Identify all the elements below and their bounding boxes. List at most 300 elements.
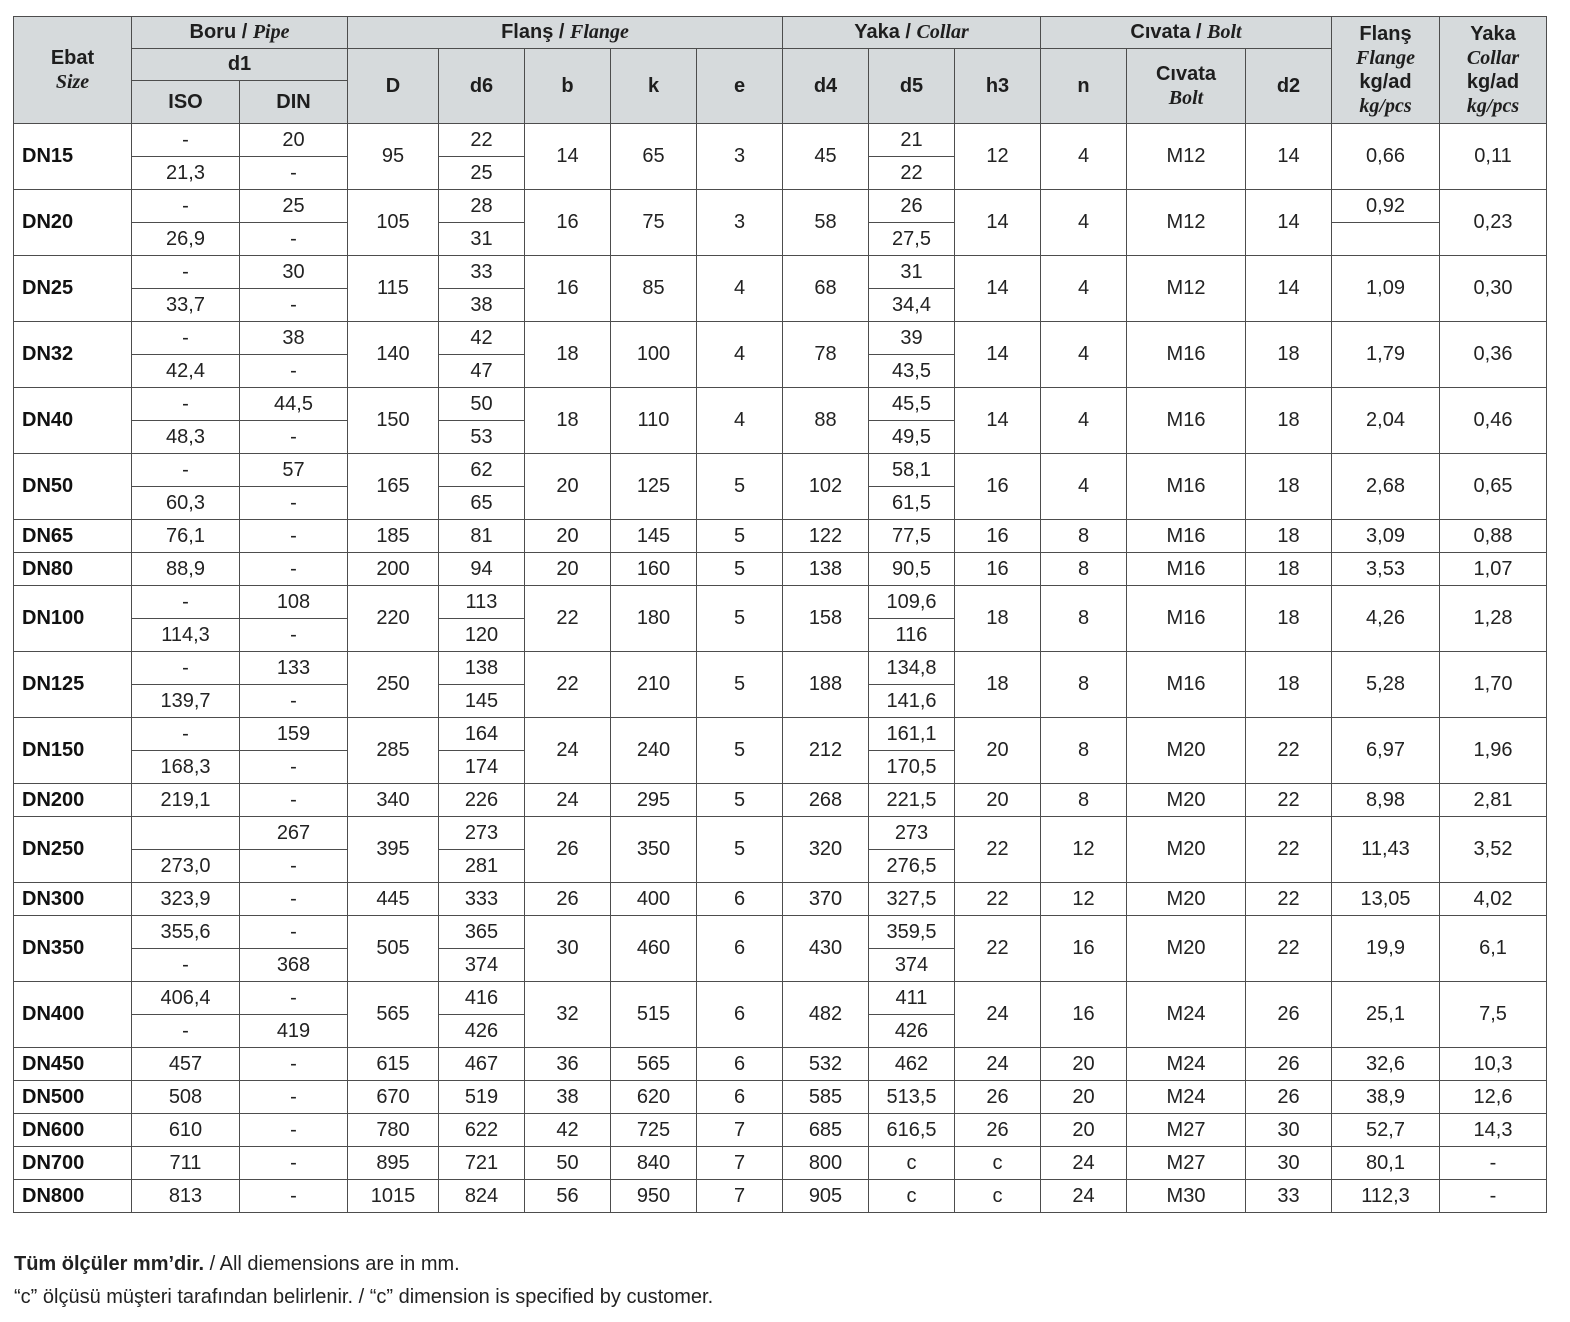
footnote-units-bold: Tüm ölçüler mm’dir.: [14, 1253, 205, 1275]
table-row: [14, 322, 1547, 355]
cell-d6: 519: [439, 1081, 525, 1114]
cell-k: 950: [611, 1180, 697, 1213]
cell-d5: 616,5: [869, 1114, 955, 1147]
cell-d5: 170,5: [869, 751, 955, 784]
cell-h3: 24: [955, 982, 1041, 1048]
cell-D: 670: [348, 1081, 439, 1114]
cell-d2: 30: [1246, 1147, 1332, 1180]
cell-d2: 30: [1246, 1114, 1332, 1147]
cell-d4: 122: [783, 520, 869, 553]
cell-d5: 49,5: [869, 421, 955, 454]
cell-collar-weight: 0,30: [1440, 256, 1547, 322]
cell-collar-weight: 4,02: [1440, 883, 1547, 916]
cell-d4: 482: [783, 982, 869, 1048]
cell-d1-din: -: [240, 1147, 348, 1180]
cell-d5: 31: [869, 256, 955, 289]
cell-n: 20: [1041, 1081, 1127, 1114]
header-pipe-tr: Boru /: [189, 21, 248, 43]
table-row: [14, 190, 1547, 223]
cell-b: 30: [525, 916, 611, 982]
cell-flange-weight: 2,04: [1332, 388, 1440, 454]
cell-n: 16: [1041, 982, 1127, 1048]
cell-d6: 622: [439, 1114, 525, 1147]
cell-d1-iso: -: [132, 256, 240, 289]
cell-bolt: M20: [1127, 916, 1246, 982]
cell-d6: 81: [439, 520, 525, 553]
cell-flange-weight: 6,97: [1332, 718, 1440, 784]
cell-b: 38: [525, 1081, 611, 1114]
cell-d1-iso: 114,3: [132, 619, 240, 652]
cell-d5: 273: [869, 817, 955, 850]
cell-collar-weight: 1,70: [1440, 652, 1547, 718]
cell-D: 140: [348, 322, 439, 388]
cell-d2: 26: [1246, 1081, 1332, 1114]
cell-d6: 824: [439, 1180, 525, 1213]
cell-size: DN65: [14, 520, 132, 553]
cell-d2: 26: [1246, 982, 1332, 1048]
cell-d6: 273: [439, 817, 525, 850]
header-flange-tr: Flanş /: [501, 21, 565, 43]
cell-b: 18: [525, 322, 611, 388]
cell-d5: 276,5: [869, 850, 955, 883]
cell-k: 515: [611, 982, 697, 1048]
header-collar-en: Collar: [916, 21, 969, 43]
cell-d1-iso: 457: [132, 1048, 240, 1081]
cell-d4: 532: [783, 1048, 869, 1081]
header-size-tr: Ebat: [50, 47, 95, 69]
cell-d1-iso: 76,1: [132, 520, 240, 553]
header-D: D: [348, 49, 439, 124]
cell-d1-din: 133: [240, 652, 348, 685]
table-row: [14, 784, 1547, 817]
cell-e: 5: [697, 520, 783, 553]
cell-k: 460: [611, 916, 697, 982]
cell-d5: 90,5: [869, 553, 955, 586]
table-row: [14, 454, 1547, 487]
cell-h3: 20: [955, 784, 1041, 817]
cell-D: 445: [348, 883, 439, 916]
cell-b: 24: [525, 784, 611, 817]
cell-k: 840: [611, 1147, 697, 1180]
cell-d5: 374: [869, 949, 955, 982]
header-bolt: [1041, 17, 1332, 49]
cell-h3: 16: [955, 520, 1041, 553]
header-pipe: [132, 17, 348, 49]
cell-d1-din: 30: [240, 256, 348, 289]
cell-d1-din: 159: [240, 718, 348, 751]
cell-size: DN350: [14, 916, 132, 982]
footnotes: [14, 1248, 713, 1314]
cell-flange-weight: 25,1: [1332, 982, 1440, 1048]
cell-d1-din: -: [240, 883, 348, 916]
cell-d4: 78: [783, 322, 869, 388]
table-row: [14, 520, 1547, 553]
table-row: [14, 1180, 1547, 1213]
cell-n: 24: [1041, 1147, 1127, 1180]
cell-d6: 31: [439, 223, 525, 256]
cell-bolt: M27: [1127, 1114, 1246, 1147]
header-bolt-tr: Cıvata /: [1130, 21, 1202, 43]
cell-d4: 188: [783, 652, 869, 718]
cell-d4: 268: [783, 784, 869, 817]
cell-b: 26: [525, 883, 611, 916]
cell-collar-weight: 0,46: [1440, 388, 1547, 454]
cell-bolt: M12: [1127, 256, 1246, 322]
header-b: b: [525, 49, 611, 124]
cell-h3: 14: [955, 388, 1041, 454]
cell-b: 16: [525, 256, 611, 322]
header-d4: d4: [783, 49, 869, 124]
cell-size: DN600: [14, 1114, 132, 1147]
cell-d2: 14: [1246, 190, 1332, 256]
cell-n: 4: [1041, 256, 1127, 322]
spec-table-container: [13, 16, 1547, 1213]
cell-k: 100: [611, 322, 697, 388]
cell-e: 6: [697, 1081, 783, 1114]
header-collar-weight-en: Collar: [1466, 47, 1520, 69]
cell-d1-iso: 88,9: [132, 553, 240, 586]
cell-D: 340: [348, 784, 439, 817]
header-collar-weight-unit: kg/ad: [1466, 71, 1520, 93]
cell-size: DN800: [14, 1180, 132, 1213]
cell-d6: 50: [439, 388, 525, 421]
cell-d1-din: 25: [240, 190, 348, 223]
cell-d6: 47: [439, 355, 525, 388]
cell-d6: 62: [439, 454, 525, 487]
cell-d1-din: -: [240, 982, 348, 1015]
cell-D: 615: [348, 1048, 439, 1081]
cell-d1-din: -: [240, 685, 348, 718]
cell-D: 220: [348, 586, 439, 652]
cell-size: DN80: [14, 553, 132, 586]
cell-bolt: M16: [1127, 388, 1246, 454]
cell-flange-weight: 52,7: [1332, 1114, 1440, 1147]
cell-h3: 16: [955, 454, 1041, 520]
cell-n: 4: [1041, 388, 1127, 454]
cell-n: 4: [1041, 454, 1127, 520]
cell-d1-iso: 610: [132, 1114, 240, 1147]
cell-size: DN150: [14, 718, 132, 784]
cell-bolt: M30: [1127, 1180, 1246, 1213]
cell-collar-weight: 10,3: [1440, 1048, 1547, 1081]
cell-d1-din: -: [240, 1114, 348, 1147]
cell-k: 210: [611, 652, 697, 718]
cell-d1-din: -: [240, 520, 348, 553]
header-flange-en: Flange: [570, 21, 629, 43]
cell-d2: 18: [1246, 322, 1332, 388]
cell-d4: 138: [783, 553, 869, 586]
cell-D: 395: [348, 817, 439, 883]
cell-b: 18: [525, 388, 611, 454]
cell-flange-weight: 80,1: [1332, 1147, 1440, 1180]
cell-d5: 43,5: [869, 355, 955, 388]
cell-n: 8: [1041, 520, 1127, 553]
cell-d1-iso: 139,7: [132, 685, 240, 718]
cell-flange-weight: 1,79: [1332, 322, 1440, 388]
table-row: [14, 1114, 1547, 1147]
cell-n: 20: [1041, 1114, 1127, 1147]
cell-d6: 145: [439, 685, 525, 718]
cell-bolt: M20: [1127, 718, 1246, 784]
cell-h3: 14: [955, 256, 1041, 322]
cell-d1-iso: -: [132, 949, 240, 982]
cell-collar-weight: 12,6: [1440, 1081, 1547, 1114]
cell-d4: 45: [783, 124, 869, 190]
table-body: [14, 124, 1547, 1213]
cell-d5: 39: [869, 322, 955, 355]
cell-D: 185: [348, 520, 439, 553]
table-row: [14, 124, 1547, 157]
cell-d6: 53: [439, 421, 525, 454]
cell-collar-weight: 1,07: [1440, 553, 1547, 586]
cell-d1-din: -: [240, 487, 348, 520]
cell-d5: 26: [869, 190, 955, 223]
header-e: e: [697, 49, 783, 124]
cell-e: 3: [697, 190, 783, 256]
cell-h3: 26: [955, 1114, 1041, 1147]
table-row: [14, 553, 1547, 586]
cell-k: 160: [611, 553, 697, 586]
cell-d1-iso: 406,4: [132, 982, 240, 1015]
header-d5: d5: [869, 49, 955, 124]
cell-d6: 374: [439, 949, 525, 982]
cell-d4: 800: [783, 1147, 869, 1180]
cell-bolt: M20: [1127, 883, 1246, 916]
cell-d1-iso: 273,0: [132, 850, 240, 883]
header-flange-weight-tr: Flanş: [1359, 23, 1412, 45]
cell-flange-weight: 3,53: [1332, 553, 1440, 586]
header-flange-weight: [1332, 17, 1440, 124]
cell-d6: 42: [439, 322, 525, 355]
cell-d1-iso: -: [132, 454, 240, 487]
header-d6: d6: [439, 49, 525, 124]
header-collar-weight-unit-en: kg/pcs: [1466, 95, 1520, 117]
cell-d5: 22: [869, 157, 955, 190]
cell-D: 165: [348, 454, 439, 520]
cell-e: 6: [697, 1048, 783, 1081]
cell-e: 7: [697, 1114, 783, 1147]
cell-d1-iso: -: [132, 718, 240, 751]
cell-e: 5: [697, 586, 783, 652]
cell-d1-din: -: [240, 421, 348, 454]
cell-d6: 22: [439, 124, 525, 157]
cell-flange-weight: 4,26: [1332, 586, 1440, 652]
cell-e: 6: [697, 982, 783, 1048]
cell-flange-weight: 13,05: [1332, 883, 1440, 916]
cell-size: DN20: [14, 190, 132, 256]
cell-k: 110: [611, 388, 697, 454]
table-header: [14, 17, 1547, 124]
cell-k: 75: [611, 190, 697, 256]
cell-n: 8: [1041, 553, 1127, 586]
table-row: [14, 817, 1547, 850]
header-bolt-col-tr: Cıvata: [1155, 63, 1217, 85]
header-iso: ISO: [132, 81, 240, 124]
cell-bolt: M16: [1127, 553, 1246, 586]
cell-D: 565: [348, 982, 439, 1048]
cell-bolt: M27: [1127, 1147, 1246, 1180]
cell-flange-weight: 8,98: [1332, 784, 1440, 817]
cell-flange-weight: 2,68: [1332, 454, 1440, 520]
cell-D: 1015: [348, 1180, 439, 1213]
cell-n: 12: [1041, 817, 1127, 883]
cell-n: 16: [1041, 916, 1127, 982]
cell-h3: 18: [955, 586, 1041, 652]
cell-d5: 109,6: [869, 586, 955, 619]
cell-d6: 28: [439, 190, 525, 223]
cell-d4: 905: [783, 1180, 869, 1213]
cell-collar-weight: 2,81: [1440, 784, 1547, 817]
cell-n: 4: [1041, 124, 1127, 190]
cell-d4: 68: [783, 256, 869, 322]
header-din: DIN: [240, 81, 348, 124]
cell-n: 8: [1041, 586, 1127, 652]
cell-b: 22: [525, 586, 611, 652]
cell-d2: 22: [1246, 784, 1332, 817]
cell-d1-iso: 508: [132, 1081, 240, 1114]
cell-e: 3: [697, 124, 783, 190]
cell-n: 24: [1041, 1180, 1127, 1213]
cell-b: 16: [525, 190, 611, 256]
cell-k: 125: [611, 454, 697, 520]
cell-D: 95: [348, 124, 439, 190]
cell-D: 505: [348, 916, 439, 982]
cell-d2: 22: [1246, 817, 1332, 883]
cell-h3: 16: [955, 553, 1041, 586]
cell-d1-iso: 323,9: [132, 883, 240, 916]
cell-d2: 22: [1246, 883, 1332, 916]
cell-d5: 27,5: [869, 223, 955, 256]
cell-n: 8: [1041, 652, 1127, 718]
cell-d1-din: 419: [240, 1015, 348, 1048]
cell-d1-iso: 711: [132, 1147, 240, 1180]
cell-d2: 18: [1246, 454, 1332, 520]
cell-d1-iso: 21,3: [132, 157, 240, 190]
header-flange-weight-unit-en: kg/pcs: [1359, 95, 1412, 117]
cell-flange-weight: 11,43: [1332, 817, 1440, 883]
cell-b: 20: [525, 553, 611, 586]
cell-d5: 77,5: [869, 520, 955, 553]
cell-bolt: M16: [1127, 520, 1246, 553]
table-row: [14, 1048, 1547, 1081]
cell-k: 400: [611, 883, 697, 916]
cell-d1-iso: -: [132, 124, 240, 157]
cell-d5: 327,5: [869, 883, 955, 916]
cell-bolt: M16: [1127, 586, 1246, 652]
cell-e: 5: [697, 718, 783, 784]
cell-d1-iso: -: [132, 1015, 240, 1048]
cell-d2: 18: [1246, 388, 1332, 454]
cell-e: 7: [697, 1180, 783, 1213]
cell-d5: 462: [869, 1048, 955, 1081]
cell-d6: 138: [439, 652, 525, 685]
cell-bolt: M24: [1127, 1048, 1246, 1081]
cell-d5: 134,8: [869, 652, 955, 685]
header-k: k: [611, 49, 697, 124]
cell-d1-iso: -: [132, 322, 240, 355]
cell-d5: 34,4: [869, 289, 955, 322]
table-row: [14, 1081, 1547, 1114]
cell-k: 295: [611, 784, 697, 817]
cell-collar-weight: 14,3: [1440, 1114, 1547, 1147]
cell-d5: 45,5: [869, 388, 955, 421]
cell-d6: 281: [439, 850, 525, 883]
cell-d6: 416: [439, 982, 525, 1015]
cell-d1-iso: -: [132, 586, 240, 619]
cell-collar-weight: 0,88: [1440, 520, 1547, 553]
header-h3: h3: [955, 49, 1041, 124]
cell-d5: 513,5: [869, 1081, 955, 1114]
cell-k: 725: [611, 1114, 697, 1147]
cell-d4: 88: [783, 388, 869, 454]
cell-d6: 467: [439, 1048, 525, 1081]
header-n: n: [1041, 49, 1127, 124]
cell-D: 895: [348, 1147, 439, 1180]
cell-d1-din: 20: [240, 124, 348, 157]
footnote-units: [14, 1248, 713, 1281]
cell-d6: 94: [439, 553, 525, 586]
cell-b: 22: [525, 652, 611, 718]
cell-d5: 58,1: [869, 454, 955, 487]
cell-bolt: M12: [1127, 190, 1246, 256]
header-pipe-en: Pipe: [252, 21, 290, 43]
cell-d1-din: -: [240, 1048, 348, 1081]
cell-flange-weight: 32,6: [1332, 1048, 1440, 1081]
cell-d1-iso: -: [132, 652, 240, 685]
cell-d2: 14: [1246, 256, 1332, 322]
cell-collar-weight: 0,23: [1440, 190, 1547, 256]
cell-h3: 26: [955, 1081, 1041, 1114]
footnote-c-dimension: “c” ölçüsü müşteri tarafından belirlenir. / “c” dimension is specified by customer.: [14, 1286, 714, 1308]
header-collar: [783, 17, 1041, 49]
cell-b: 20: [525, 454, 611, 520]
cell-flange-weight: 0,66: [1332, 124, 1440, 190]
cell-d2: 22: [1246, 916, 1332, 982]
cell-d1-din: -: [240, 850, 348, 883]
cell-d6: 25: [439, 157, 525, 190]
cell-d5: c: [869, 1147, 955, 1180]
cell-d1-iso: 168,3: [132, 751, 240, 784]
header-flange-weight-en: Flange: [1356, 47, 1415, 69]
cell-d1-din: -: [240, 289, 348, 322]
table-row: [14, 883, 1547, 916]
header-collar-weight-tr: Yaka: [1470, 23, 1516, 45]
cell-n: 8: [1041, 784, 1127, 817]
cell-d1-iso: 42,4: [132, 355, 240, 388]
flange-spec-table: [13, 16, 1547, 1213]
cell-flange-weight: 38,9: [1332, 1081, 1440, 1114]
cell-h3: 20: [955, 718, 1041, 784]
cell-d1-iso: 48,3: [132, 421, 240, 454]
cell-collar-weight: 0,11: [1440, 124, 1547, 190]
cell-k: 85: [611, 256, 697, 322]
cell-d1-iso: 60,3: [132, 487, 240, 520]
cell-h3: 22: [955, 817, 1041, 883]
cell-d1-din: -: [240, 553, 348, 586]
cell-e: 6: [697, 916, 783, 982]
cell-d4: 585: [783, 1081, 869, 1114]
cell-k: 145: [611, 520, 697, 553]
cell-bolt: M20: [1127, 817, 1246, 883]
cell-d4: 158: [783, 586, 869, 652]
cell-d1-din: 44,5: [240, 388, 348, 421]
cell-b: 36: [525, 1048, 611, 1081]
cell-D: 115: [348, 256, 439, 322]
cell-d6: 721: [439, 1147, 525, 1180]
cell-d2: 18: [1246, 520, 1332, 553]
cell-k: 240: [611, 718, 697, 784]
cell-h3: c: [955, 1147, 1041, 1180]
